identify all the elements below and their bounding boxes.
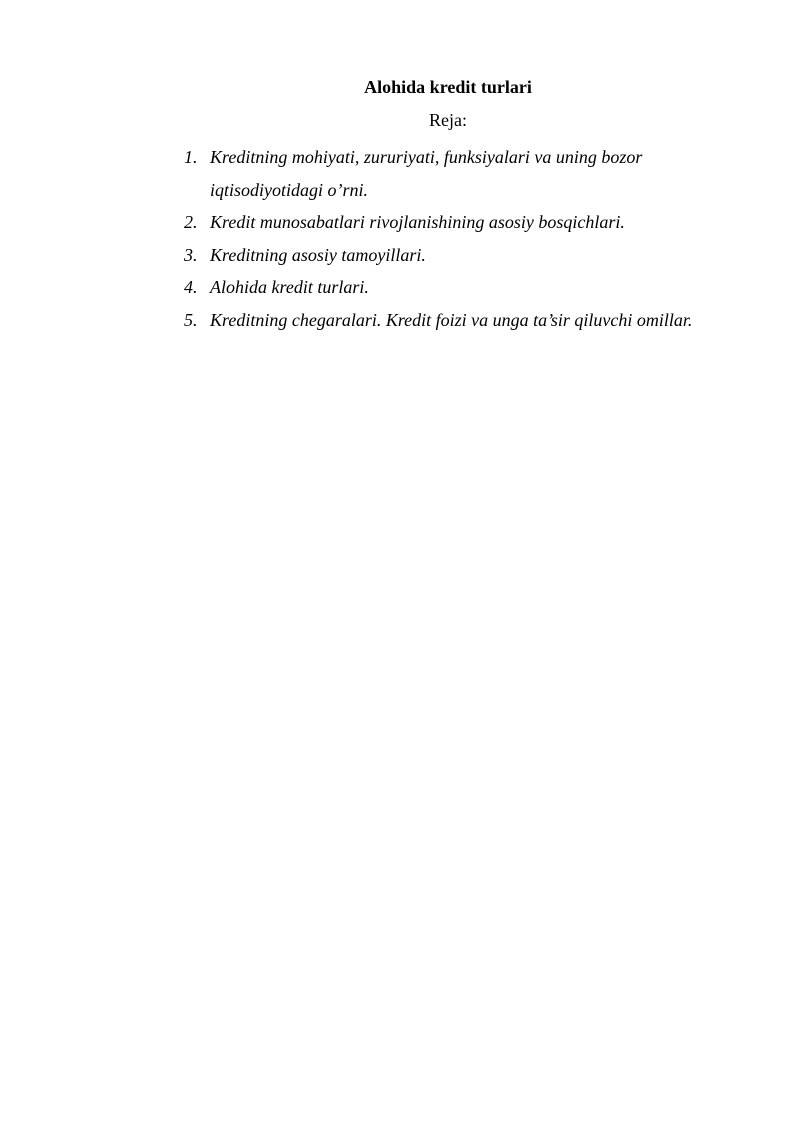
plan-item-4 (184, 271, 784, 304)
plan-item-text: Kreditning mohiyati, zururiyati, funksiyalari va uning bozor iqtisodiyotidagi o’rni. (210, 147, 643, 200)
plan-heading: Reja: (429, 110, 467, 130)
plan-item-text: Alohida kredit turlari. (210, 277, 369, 297)
plan-item-text: Kredit munosabatlari rivojlanishining asosiy bosqichlari. (210, 212, 625, 232)
plan-item-number: 5. (184, 309, 198, 330)
plan-item-number: 1. (184, 147, 198, 167)
plan-item-number: 4. (184, 277, 198, 297)
plan-item-text: Kreditning chegaralari. Kredit foizi va unga ta’sir qiluvchi omillar. (210, 309, 693, 330)
document-title: Alohida kredit turlari (364, 77, 532, 97)
plan-item-1 (184, 141, 784, 206)
plan-item-3 (184, 239, 784, 272)
plan-item-number: 3. (184, 244, 198, 265)
plan-item-5 (184, 304, 784, 337)
plan-item-2 (184, 206, 784, 239)
plan-item-text: Kreditning asosiy tamoyillari. (210, 244, 426, 265)
plan-list (184, 141, 784, 336)
plan-item-number: 2. (184, 212, 198, 232)
